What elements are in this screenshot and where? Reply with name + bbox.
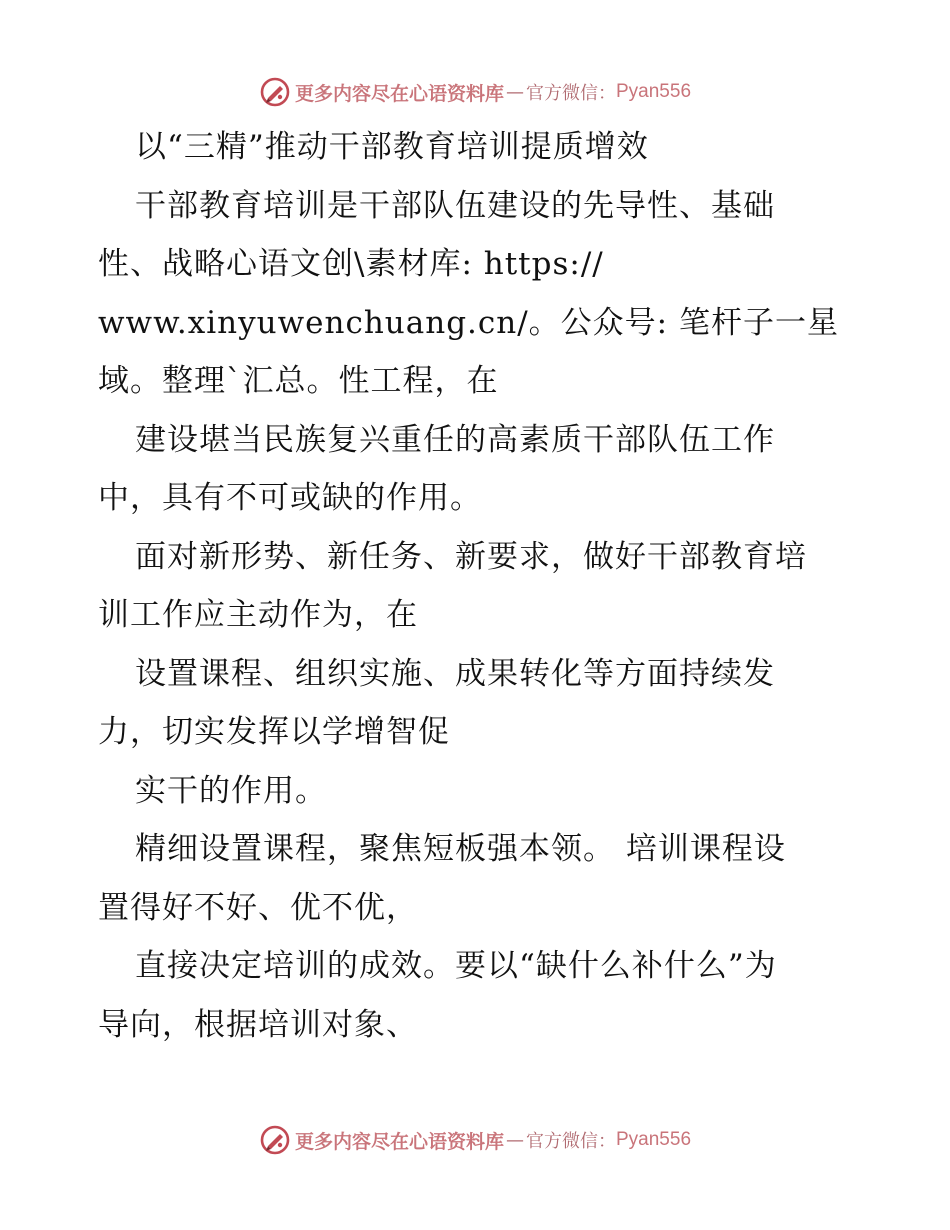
banner-wechat-id: Pyan556 (616, 1129, 692, 1150)
banner-wechat-label: 官方微信： (526, 1131, 616, 1152)
paragraph-line: 设置课程、组织实施、成果转化等方面持续发 (135, 655, 775, 692)
paragraph-line: 域。整理`汇总。性工程，在 (98, 363, 499, 399)
paragraph-line: 导向，根据培训对象、 (98, 1006, 418, 1043)
paragraph-line: 实干的作用。 (135, 772, 327, 809)
header-banner (0, 72, 950, 112)
paragraph-line: www.xinyuwenchuang.cn/。公众号: 笔杆子一星 (98, 304, 839, 341)
banner-wechat-id: Pyan556 (616, 81, 692, 102)
banner-main-text: 更多内容尽在心语资料库 (294, 1130, 504, 1153)
footer-banner (0, 1120, 950, 1160)
banner-separator: — (506, 1129, 524, 1151)
paragraph-line: 干部教育培训是干部队伍建设的先导性、基础 (135, 187, 775, 224)
red-pen-logo-icon (259, 76, 291, 108)
paragraph-line: 面对新形势、新任务、新要求，做好干部教育培 (135, 538, 807, 575)
banner-main-text: 更多内容尽在心语资料库 (294, 82, 504, 105)
paragraph-line: 训工作应主动作为，在 (98, 597, 418, 633)
paragraph-line: 置得好不好、优不优， (98, 889, 418, 926)
paragraph-line: 精细设置课程，聚焦短板强本领。 培训课程设 (135, 831, 786, 867)
document-title: 以“三精”推动干部教育培训提质增效 (135, 129, 649, 165)
paragraph-line: 直接决定培训的成效。要以“缺什么补什么”为 (135, 948, 777, 984)
banner-separator: — (506, 81, 524, 103)
paragraph-line: 性、战略心语文创\素材库: https:// (98, 246, 604, 282)
banner-wechat-label: 官方微信： (526, 83, 616, 104)
paragraph-line: 中，具有不可或缺的作用。 (98, 480, 482, 516)
red-pen-logo-icon (259, 1124, 291, 1156)
paragraph-line: 力，切实发挥以学增智促 (98, 714, 450, 750)
paragraph-line: 建设堪当民族复兴重任的高素质干部队伍工作 (135, 421, 775, 458)
document-body (98, 118, 858, 1054)
